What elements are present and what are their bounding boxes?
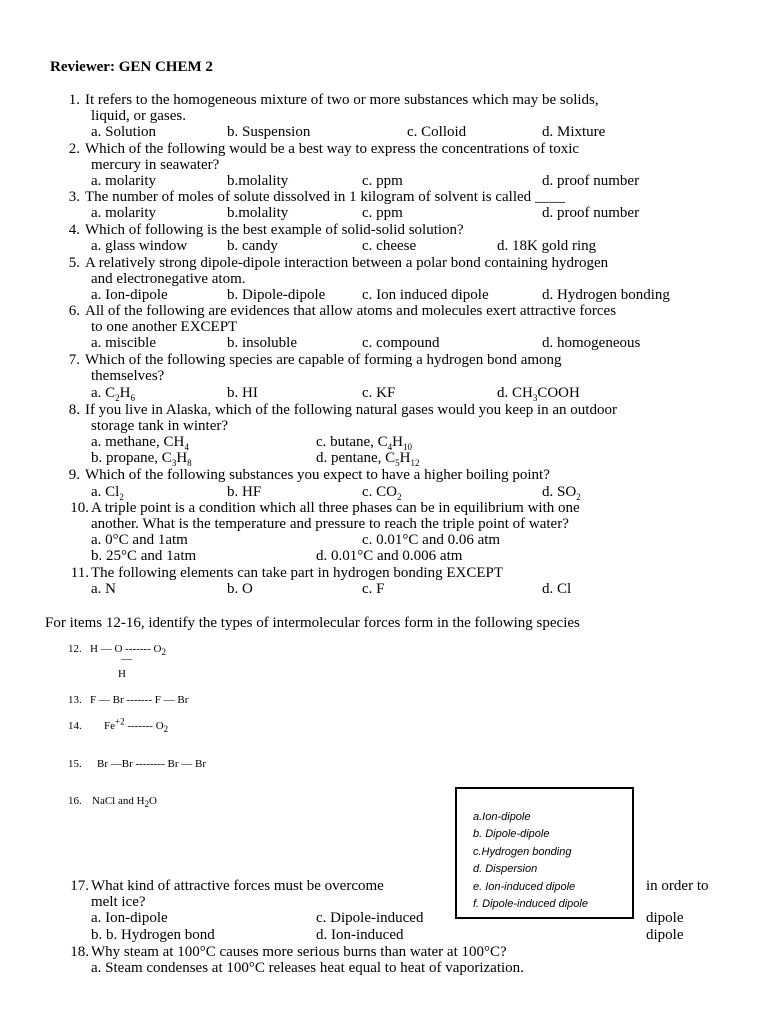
question-number: 9. [68,467,80,483]
choice-a: a. molarity [91,173,156,189]
choice-a: a. $C_2H_6$ [91,385,136,403]
choice-c: c. ppm [362,205,403,221]
choice-b: b. O [227,581,253,597]
choice-c: c. Dipole-induced [316,910,424,926]
question-text: A triple point is a condition which all three phases can be in equilibrium with one [91,500,580,516]
choice-a: a. molarity [91,205,156,221]
box-option: e. Ion-induced dipole [473,881,576,893]
question-text: All of the following are evidences that allow atoms and molecules exert attractive forces [85,303,617,319]
choice-a: a. Ion-dipole [91,910,168,926]
choice-a: a. 0°C and 1atm [91,532,188,548]
question-number: 4. [68,222,80,238]
choice-d: d. proof number [542,173,640,189]
question-number: 11. [70,565,89,581]
item-formula: $Fe^{+2}$ ------- $O_2$ [104,716,169,735]
choice-c: c. F [362,581,385,597]
question-text: melt ice? [91,894,146,910]
choice-d: d. Cl [542,581,572,597]
question-text: The number of moles of solute dissolved in 1 kilogram of solvent is called ____ [85,189,565,205]
choice-d: d. $CH_3COOH$ [497,385,580,403]
item-formula: Br —Br -------- Br — Br [97,758,207,770]
question-text: Which of the following substances you expect to have a higher boiling point? [85,467,550,483]
choice-d: d. Ion-induced [316,927,404,943]
choice-d: d. 18K gold ring [497,238,597,254]
choice-d-tail: dipole [646,927,684,943]
item-number: 16. [68,795,82,807]
question-text: Which of the following species are capable of forming a hydrogen bond among [85,352,562,368]
box-option: a.Ion-dipole [473,811,531,823]
question-number: 3. [68,189,80,205]
choice-d: d. Hydrogen bonding [542,287,670,303]
choice-b: b. HI [227,385,258,401]
box-option: d. Dispersion [473,863,538,875]
item-number: 15. [68,758,82,770]
question-text: in order to [646,878,709,894]
choice-a: a. Solution [91,124,157,140]
question-number: 5. [68,255,80,271]
choice-a: a. N [91,581,116,597]
choice-b: b. insoluble [227,335,297,351]
item-formula: NaCl and $H_2O$ [92,795,157,810]
choice-a: a. $Cl_2$ [91,484,124,502]
choice-a: a. Steam condenses at 100°C releases heat equal to heat of vaporization. [91,960,524,976]
choice-b: b.molality [227,173,289,189]
choice-c: c. $CO_2$ [362,484,402,502]
choice-c: c. butane, $C_4H_{10}$ [316,434,412,452]
question-text: It refers to the homogeneous mixture of two or more substances which may be solids, [85,92,599,108]
choice-d: d. $SO_2$ [542,484,581,502]
question-text: mercury in seawater? [91,157,220,173]
box-option: f. Dipole-induced dipole [473,898,588,910]
question-text: themselves? [91,368,165,384]
choice-d: d. homogeneous [542,335,641,351]
choice-b: b. b. Hydrogen bond [91,927,215,943]
choice-c: c. cheese [362,238,417,254]
choice-c: c. 0.01°C and 0.06 atm [362,532,501,548]
question-text: Which of following is the best example of solid-solid solution? [85,222,464,238]
question-text: to one another EXCEPT [91,319,238,335]
question-text: another. What is the temperature and pressure to reach the triple point of water? [91,516,569,532]
choice-a: a. glass window [91,238,188,254]
choice-b: b. Suspension [227,124,311,140]
question-number: 10. [70,500,89,516]
item-number: 12. [68,643,82,655]
question-text: and electronegative atom. [91,271,246,287]
choice-a: a. methane, $CH_4$ [91,434,189,452]
choice-c: c. KF [362,385,396,401]
item-formula: F — Br ------- F — Br [90,694,189,706]
choice-b: b. propane, $C_3H_8$ [91,450,192,468]
question-number: 18. [70,944,89,960]
item-number: 13. [68,694,82,706]
choice-b: b. Dipole-dipole [227,287,326,303]
question-number: 8. [68,402,80,418]
question-number: 7. [68,352,80,368]
hydrogen-atom: H [118,668,126,680]
choice-a: a. Ion-dipole [91,287,168,303]
question-number: 6. [68,303,80,319]
question-number: 2. [68,141,80,157]
choice-c: c. compound [362,335,440,351]
item-formula: H — O ------- $O_2$ [90,643,166,658]
page-title: Reviewer: GEN CHEM 2 [50,59,213,75]
choice-b: b. candy [227,238,278,254]
question-text: A relatively strong dipole-dipole interaction between a polar bond containing hydrogen [85,255,609,271]
question-number: 1. [68,92,80,108]
box-option: c.Hydrogen bonding [473,846,572,858]
question-number: 17. [70,878,89,894]
choice-b: b.molality [227,205,289,221]
box-option: b. Dipole-dipole [473,828,550,840]
choice-c: c. Ion induced dipole [362,287,489,303]
choice-c: c. ppm [362,173,403,189]
bond-line: — [121,653,132,665]
choice-d: d. pentane, $C_5H_{12}$ [316,450,420,468]
answer-choices-box [455,787,634,919]
question-text: The following elements can take part in hydrogen bonding EXCEPT [91,565,503,581]
choice-b: b. 25°C and 1atm [91,548,197,564]
choice-d: d. proof number [542,205,640,221]
choice-c: c. Colloid [407,124,467,140]
choice-a: a. miscible [91,335,156,351]
question-text: If you live in Alaska, which of the following natural gases would you keep in an outdoor [85,402,617,418]
choice-b: b. HF [227,484,262,500]
choice-d: d. 0.01°C and 0.006 atm [316,548,463,564]
question-text: What kind of attractive forces must be overcome [91,878,384,894]
section-instructions: For items 12-16, identify the types of intermolecular forces form in the following species [45,615,580,631]
choice-d: d. Mixture [542,124,606,140]
question-text: storage tank in winter? [91,418,229,434]
question-text: Which of the following would be a best way to express the concentrations of toxic [85,141,580,157]
choice-c-tail: dipole [646,910,684,926]
item-number: 14. [68,720,82,732]
question-text: liquid, or gases. [91,108,186,124]
question-text: Why steam at 100°C causes more serious burns than water at 100°C? [91,944,507,960]
